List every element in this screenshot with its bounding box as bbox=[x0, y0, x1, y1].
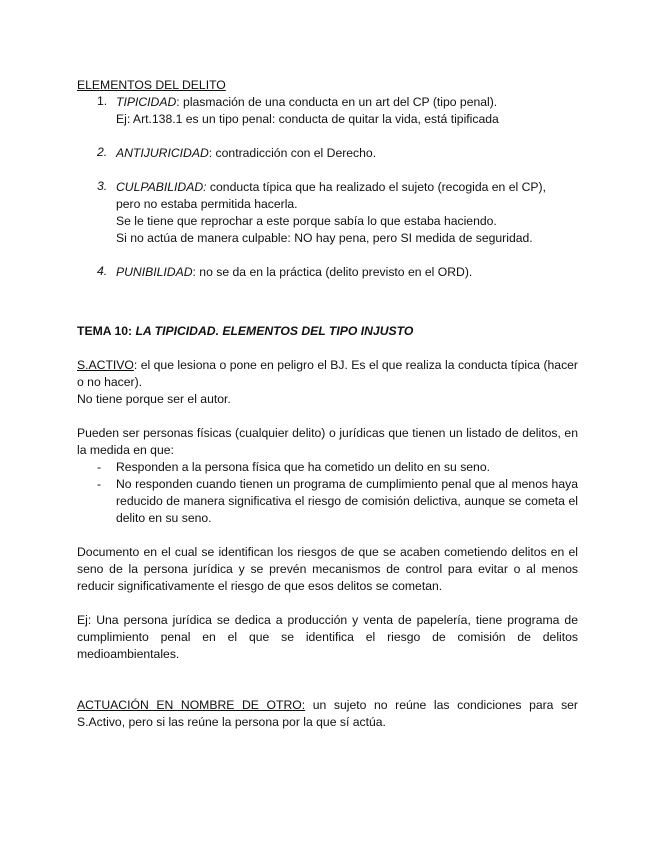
bullet-dash: - bbox=[97, 460, 102, 474]
list-text: plasmación de una conducta en un art del CP (tipo penal). bbox=[179, 95, 498, 109]
bullet-item: - No responden cuando tienen un programa de cumplimiento penal que al menos haya reducido de manera significativa el riesgo de comisión delictiva, aunque se cometa el delito en su seno. bbox=[97, 477, 578, 525]
list-text: contradicción con el Derecho. bbox=[212, 146, 377, 160]
actuacion-paragraph: ACTUACIÓN EN NOMBRE DE OTRO: un sujeto no reúne las condiciones para ser S.Activo, pero si las reúne la persona por la que sí actúa. bbox=[77, 698, 578, 729]
list-term: CULPABILIDAD: bbox=[116, 180, 207, 194]
tema-title: LA TIPICIDAD. ELEMENTOS DEL TIPO INJUSTO bbox=[135, 324, 414, 338]
ejemplo-paragraph: Ej: Una persona jurídica se dedica a producción y venta de papelería, tiene programa de cumplimiento penal en el que se identifica el riesgo de comisión de delitos medioambientales. bbox=[77, 613, 578, 661]
list-number: 3. bbox=[97, 179, 108, 193]
list-subline: Ej: Art.138.1 es un tipo penal: conducta de quitar la vida, está tipificada bbox=[116, 112, 499, 126]
list-number: 1. bbox=[97, 94, 108, 108]
list-item bbox=[77, 179, 578, 247]
sactivo-paragraph: S.ACTIVO: el que lesiona o pone en peligro el BJ. Es el que realiza la conducta típica (hacer o no hacer). bbox=[77, 358, 578, 389]
sactivo-label: S.ACTIVO bbox=[77, 358, 134, 372]
list-item: 1. TIPICIDAD: plasmación de una conducta en un art del CP (tipo penal). Ej: Art.138.1 es un tipo penal: conducta de quitar la vida, está tipificada bbox=[77, 94, 578, 128]
section-heading: ELEMENTOS DEL DELITO bbox=[77, 78, 226, 92]
sactivo-line2: No tiene porque ser el autor. bbox=[77, 392, 231, 406]
list-subline: Se le tiene que reprochar a este porque sabía lo que estaba haciendo. bbox=[116, 214, 497, 228]
list-item: 4. PUNIBILIDAD: no se da en la práctica (delito previsto en el ORD). bbox=[97, 264, 473, 279]
list-term: TIPICIDAD bbox=[116, 95, 177, 109]
list-text: no se da en la práctica (delito previsto en el ORD). bbox=[195, 265, 473, 279]
documento-paragraph: Documento en el cual se identifican los riesgos de que se acaben cometiendo delitos en el seno de la persona jurídica y se prevén mecanismos de control para evitar o al menos reducir significativamente el riesgo de que esos delitos se cometan. bbox=[77, 545, 578, 593]
document-page bbox=[77, 77, 578, 731]
bullet-dash: - bbox=[97, 477, 102, 491]
list-number: 4. bbox=[97, 264, 108, 278]
list-text: conducta típica que ha realizado el sujeto (recogida en el CP), bbox=[206, 180, 546, 194]
tema-heading: TEMA 10: LA TIPICIDAD. ELEMENTOS DEL TIPO INJUSTO bbox=[77, 324, 414, 338]
list-term: PUNIBILIDAD bbox=[116, 265, 193, 279]
list-subline: pero no estaba permitida hacerla. bbox=[116, 197, 298, 211]
list-number: 2. bbox=[97, 145, 108, 159]
personas-intro: Pueden ser personas físicas (cualquier delito) o jurídicas que tienen un listado de delitos, en la medida en que: bbox=[77, 426, 578, 457]
actuacion-label: ACTUACIÓN EN NOMBRE DE OTRO: bbox=[77, 698, 306, 712]
list-subline: Si no actúa de manera culpable: NO hay pena, pero SI medida de seguridad. bbox=[116, 231, 533, 245]
bullet-item: - Responden a la persona física que ha cometido un delito en su seno. bbox=[97, 460, 491, 474]
list-term: ANTIJURICIDAD bbox=[116, 146, 209, 160]
list-item: 2. ANTIJURICIDAD: contradicción con el Derecho. bbox=[97, 145, 377, 160]
